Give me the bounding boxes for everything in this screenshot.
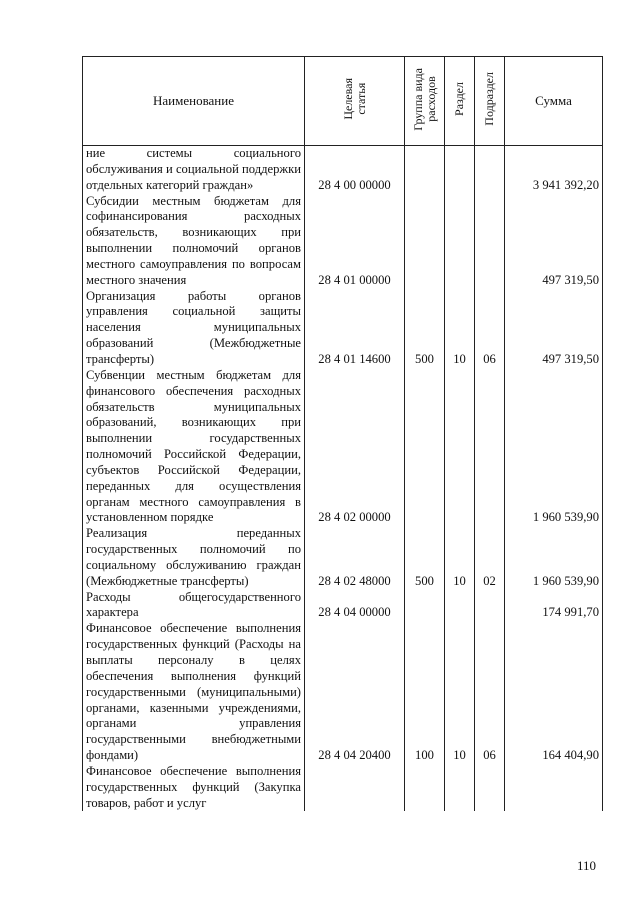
row-name: Финансовое обеспечение выполнения государственных функций (Закупка товаров, работ и услуг (83, 764, 305, 812)
row-subsection (475, 590, 505, 622)
row-section: 10 (445, 526, 475, 589)
row-subsection: 06 (475, 621, 505, 764)
row-sum: 1 960 539,90 (505, 526, 603, 589)
header-code: Целевая статья (340, 78, 368, 120)
row-section (445, 146, 475, 194)
row-group (405, 368, 445, 526)
row-group (405, 764, 445, 812)
table-row (83, 194, 603, 289)
header-subsection-cell (475, 57, 505, 146)
table-row (83, 146, 603, 194)
page-number: 110 (576, 858, 596, 873)
row-code: 28 4 00 00000 (305, 146, 405, 194)
row-section: 10 (445, 621, 475, 764)
row-group: 500 (405, 289, 445, 368)
row-subsection: 02 (475, 526, 505, 589)
row-name: Финансовое обеспечение выполнения государственных функций (Расходы на выплаты персоналу в целях обеспечения выполнения функций государственными (муниципальными) органами, казенными учреждениями, органами управления государственными внебюджетными фондами) (83, 621, 305, 764)
row-subsection (475, 368, 505, 526)
table-row (83, 526, 603, 589)
table-row (83, 368, 603, 526)
row-name: Расходы общегосударственного характера (83, 590, 305, 622)
row-subsection (475, 146, 505, 194)
header-section-cell (445, 57, 475, 146)
row-name: Организация работы органов управления социальной защиты населения муниципальных образований (Межбюджетные трансферты) (83, 289, 305, 368)
row-subsection (475, 194, 505, 289)
row-section (445, 368, 475, 526)
row-code: 28 4 01 00000 (305, 194, 405, 289)
row-subsection (475, 764, 505, 812)
row-code: 28 4 02 48000 (305, 526, 405, 589)
table-row (83, 621, 603, 764)
row-group (405, 146, 445, 194)
header-sum: Сумма (505, 57, 603, 146)
row-section (445, 764, 475, 812)
row-sum: 497 319,50 (505, 289, 603, 368)
row-code (305, 764, 405, 812)
row-name: ние системы социального обслуживания и социальной поддержки отдельных категорий граждан» (83, 146, 305, 194)
header-section: Раздел (452, 82, 466, 116)
table-header-row (83, 57, 603, 146)
row-sum: 1 960 539,90 (505, 368, 603, 526)
header-group-cell (405, 57, 445, 146)
row-section (445, 590, 475, 622)
row-group: 100 (405, 621, 445, 764)
row-code: 28 4 02 00000 (305, 368, 405, 526)
row-group (405, 194, 445, 289)
header-group: Группа вида расходов (410, 67, 438, 131)
header-subsection: Подраздел (482, 72, 496, 126)
row-section: 10 (445, 289, 475, 368)
row-sum: 174 991,70 (505, 590, 603, 622)
row-code: 28 4 01 14600 (305, 289, 405, 368)
row-group: 500 (405, 526, 445, 589)
row-sum: 497 319,50 (505, 194, 603, 289)
table-row (83, 289, 603, 368)
table-row (83, 590, 603, 622)
row-sum: 164 404,90 (505, 621, 603, 764)
header-code-cell (305, 57, 405, 146)
budget-table (82, 56, 603, 811)
row-section (445, 194, 475, 289)
row-name: Реализация переданных государственных полномочий по социальному обслуживанию граждан (Межбюджетные трансферты) (83, 526, 305, 589)
row-sum: 3 941 392,20 (505, 146, 603, 194)
row-name: Субвенции местным бюджетам для финансового обеспечения расходных обязательств муниципальных образований, возникающих при выполнении государственных полномочий Российской Федерации, субъектов Российской Федерации, переданных для осуществления органам местного самоуправления в установленном порядке (83, 368, 305, 526)
row-subsection: 06 (475, 289, 505, 368)
row-code: 28 4 04 20400 (305, 621, 405, 764)
row-group (405, 590, 445, 622)
row-code: 28 4 04 00000 (305, 590, 405, 622)
table-row (83, 764, 603, 812)
header-name: Наименование (83, 57, 305, 146)
row-sum (505, 764, 603, 812)
row-name: Субсидии местным бюджетам для софинансирования расходных обязательств, возникающих при выполнении полномочий органов местного самоуправления по вопросам местного значения (83, 194, 305, 289)
